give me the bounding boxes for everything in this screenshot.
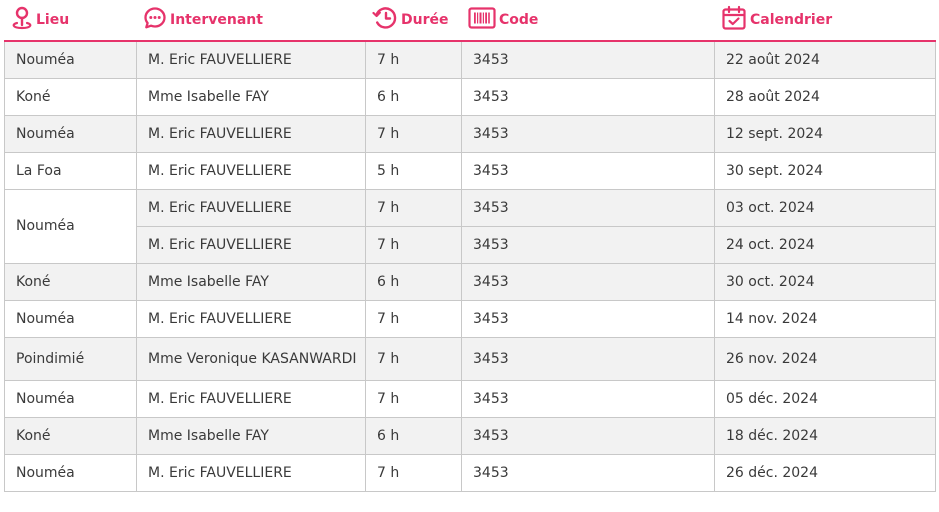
column-header-duree (366, 0, 462, 41)
chat-bubble-icon (143, 6, 167, 34)
cell-code: 3453 (462, 190, 715, 227)
clock-history-icon (372, 5, 398, 35)
calendar-check-icon (721, 5, 747, 35)
sessions-table (4, 0, 936, 492)
cell-intervenant: M. Eric FAUVELLIERE (137, 227, 366, 264)
cell-code: 3453 (462, 418, 715, 455)
cell-intervenant: M. Eric FAUVELLIERE (137, 455, 366, 492)
cell-duree: 7 h (366, 41, 462, 79)
column-header-intervenant (137, 0, 366, 41)
cell-date: 28 août 2024 (715, 79, 936, 116)
cell-code: 3453 (462, 153, 715, 190)
table-header (5, 0, 936, 41)
column-header-calendrier-label: Calendrier (750, 12, 833, 28)
cell-intervenant: Mme Isabelle FAY (137, 79, 366, 116)
cell-intervenant: M. Eric FAUVELLIERE (137, 116, 366, 153)
table-row (5, 227, 936, 264)
cell-date: 26 déc. 2024 (715, 455, 936, 492)
cell-code: 3453 (462, 41, 715, 79)
cell-intervenant: M. Eric FAUVELLIERE (137, 190, 366, 227)
cell-lieu: Nouméa (5, 455, 137, 492)
table-row (5, 41, 936, 79)
cell-code: 3453 (462, 338, 715, 381)
cell-code: 3453 (462, 79, 715, 116)
cell-date: 26 nov. 2024 (715, 338, 936, 381)
table-row (5, 338, 936, 381)
table-row (5, 301, 936, 338)
cell-duree: 6 h (366, 79, 462, 116)
cell-code: 3453 (462, 455, 715, 492)
cell-lieu: Nouméa (5, 301, 137, 338)
table-row (5, 381, 936, 418)
cell-duree: 7 h (366, 338, 462, 381)
table-row (5, 116, 936, 153)
cell-lieu: Nouméa (5, 41, 137, 79)
header-row (5, 0, 936, 41)
barcode-icon (468, 7, 496, 33)
table-row (5, 264, 936, 301)
cell-code: 3453 (462, 116, 715, 153)
cell-lieu: Nouméa (5, 381, 137, 418)
cell-code: 3453 (462, 264, 715, 301)
cell-date: 30 sept. 2024 (715, 153, 936, 190)
cell-lieu: La Foa (5, 153, 137, 190)
cell-lieu: Nouméa (5, 190, 137, 264)
cell-code: 3453 (462, 227, 715, 264)
table-row (5, 418, 936, 455)
cell-intervenant: Mme Veronique KASANWARDI (137, 338, 366, 381)
cell-date: 18 déc. 2024 (715, 418, 936, 455)
cell-date: 14 nov. 2024 (715, 301, 936, 338)
cell-lieu: Poindimié (5, 338, 137, 381)
cell-lieu: Koné (5, 79, 137, 116)
cell-code: 3453 (462, 301, 715, 338)
table-body (5, 41, 936, 492)
cell-duree: 6 h (366, 264, 462, 301)
cell-intervenant: Mme Isabelle FAY (137, 264, 366, 301)
cell-duree: 7 h (366, 381, 462, 418)
cell-intervenant: M. Eric FAUVELLIERE (137, 41, 366, 79)
cell-lieu: Nouméa (5, 116, 137, 153)
cell-duree: 7 h (366, 116, 462, 153)
map-pin-icon (11, 6, 33, 34)
column-header-intervenant-label: Intervenant (170, 12, 263, 28)
column-header-lieu (5, 0, 137, 41)
column-header-code (462, 0, 715, 41)
column-header-duree-label: Durée (401, 12, 449, 28)
column-header-lieu-label: Lieu (36, 12, 70, 28)
cell-code: 3453 (462, 381, 715, 418)
table-row (5, 455, 936, 492)
cell-duree: 7 h (366, 190, 462, 227)
cell-duree: 7 h (366, 455, 462, 492)
cell-date: 22 août 2024 (715, 41, 936, 79)
cell-date: 24 oct. 2024 (715, 227, 936, 264)
cell-duree: 6 h (366, 418, 462, 455)
table-row (5, 79, 936, 116)
cell-date: 30 oct. 2024 (715, 264, 936, 301)
cell-intervenant: M. Eric FAUVELLIERE (137, 381, 366, 418)
cell-intervenant: Mme Isabelle FAY (137, 418, 366, 455)
column-header-code-label: Code (499, 12, 539, 28)
cell-date: 03 oct. 2024 (715, 190, 936, 227)
cell-duree: 7 h (366, 227, 462, 264)
cell-intervenant: M. Eric FAUVELLIERE (137, 153, 366, 190)
table-row (5, 153, 936, 190)
cell-duree: 5 h (366, 153, 462, 190)
table-row (5, 190, 936, 227)
cell-date: 05 déc. 2024 (715, 381, 936, 418)
column-header-calendrier (715, 0, 936, 41)
cell-lieu: Koné (5, 264, 137, 301)
cell-duree: 7 h (366, 301, 462, 338)
cell-date: 12 sept. 2024 (715, 116, 936, 153)
cell-intervenant: M. Eric FAUVELLIERE (137, 301, 366, 338)
cell-lieu: Koné (5, 418, 137, 455)
